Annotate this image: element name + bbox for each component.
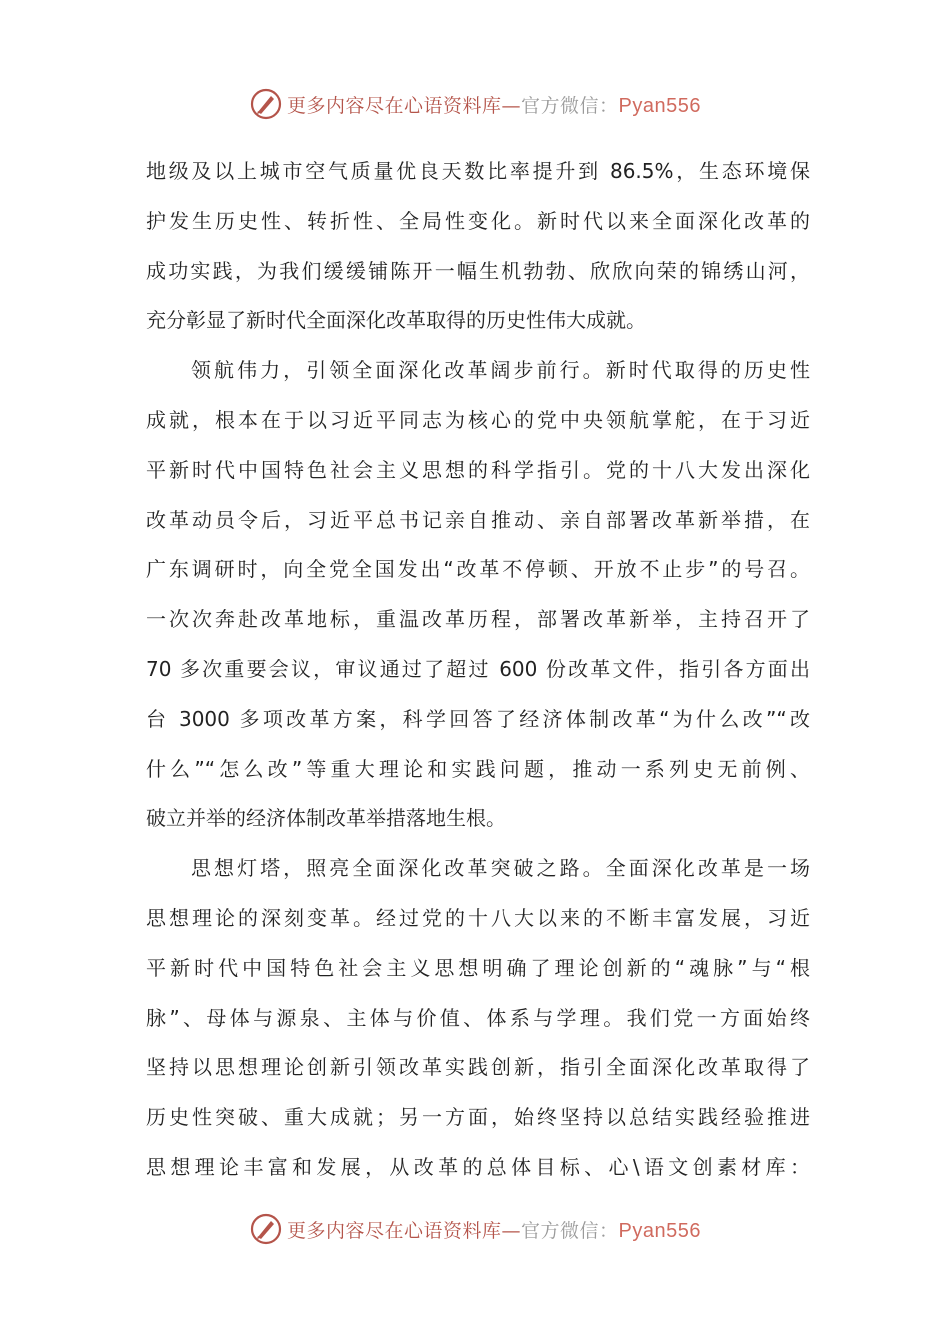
text-line: 一次次奔赴改革地标，重温改革历程，部署改革新举，主持召开了	[146, 607, 810, 632]
pen-logo-icon	[249, 1212, 283, 1246]
paragraph-first-line: 思想灯塔，照亮全面深化改革突破之路。全面深化改革是一场	[191, 856, 810, 881]
watermark-wechat-label: 官方微信：	[521, 94, 619, 117]
paragraph-first-line: 领航伟力，引领全面深化改革阔步前行。新时代取得的历史性	[191, 358, 810, 383]
text-line: 成就，根本在于以习近平同志为核心的党中央领航掌舵，在于习近	[146, 407, 810, 432]
text-line: 历史性突破、重大成就；另一方面，始终坚持以总结实践经验推进	[146, 1105, 810, 1130]
watermark-text	[287, 1216, 701, 1243]
watermark-dash: —	[501, 94, 522, 117]
watermark-dash: —	[501, 1219, 522, 1242]
text-line: 护发生历史性、转折性、全局性变化。新时代以来全面深化改革的	[146, 208, 810, 233]
watermark-wechat-id: Pyan556	[618, 1219, 701, 1242]
text-line: 平新时代中国特色社会主义思想的科学指引。党的十八大发出深化	[146, 457, 810, 482]
header-watermark	[0, 84, 950, 124]
text-line: 地级及以上城市空气质量优良天数比率提升到 86.5%，生态环境保	[146, 159, 810, 183]
document-body	[146, 147, 810, 1193]
watermark-wechat-label: 官方微信：	[521, 1219, 619, 1242]
text-line: 台 3000 多项改革方案，科学回答了经济体制改革“为什么改”“改	[146, 706, 810, 731]
text-line: 成功实践，为我们缓缓铺陈开一幅生机勃勃、欣欣向荣的锦绣山河，	[146, 258, 810, 283]
footer-watermark	[0, 1209, 950, 1249]
watermark-text	[287, 91, 701, 118]
text-line: 什么”“怎么改”等重大理论和实践问题，推动一系列史无前例、	[146, 756, 810, 781]
text-line: 平新时代中国特色社会主义思想明确了理论创新的“魂脉”与“根	[146, 955, 810, 980]
watermark-wechat-id: Pyan556	[618, 94, 701, 117]
text-line: 广东调研时，向全党全国发出“改革不停顿、开放不止步”的号召。	[146, 557, 810, 582]
watermark-brand: 更多内容尽在心语资料库	[287, 1219, 502, 1242]
text-line: 改革动员令后，习近平总书记亲自推动、亲自部署改革新举措，在	[146, 507, 810, 532]
text-line: 充分彰显了新时代全面深化改革取得的历史性伟大成就。	[146, 308, 646, 333]
pen-logo-icon	[249, 87, 283, 121]
watermark-brand: 更多内容尽在心语资料库	[287, 94, 502, 117]
text-line: 坚持以思想理论创新引领改革实践创新，指引全面深化改革取得了	[146, 1055, 810, 1080]
text-line: 思想理论的深刻变革。经过党的十八大以来的不断丰富发展，习近	[146, 905, 810, 930]
text-line: 脉”、母体与源泉、主体与价值、体系与学理。我们党一方面始终	[146, 1005, 810, 1030]
text-line: 思想理论丰富和发展，从改革的总体目标、心\语文创素材库：	[146, 1154, 810, 1179]
text-line: 70 多次重要会议，审议通过了超过 600 份改革文件，指引各方面出	[146, 656, 810, 681]
text-line: 破立并举的经济体制改革举措落地生根。	[146, 806, 506, 831]
